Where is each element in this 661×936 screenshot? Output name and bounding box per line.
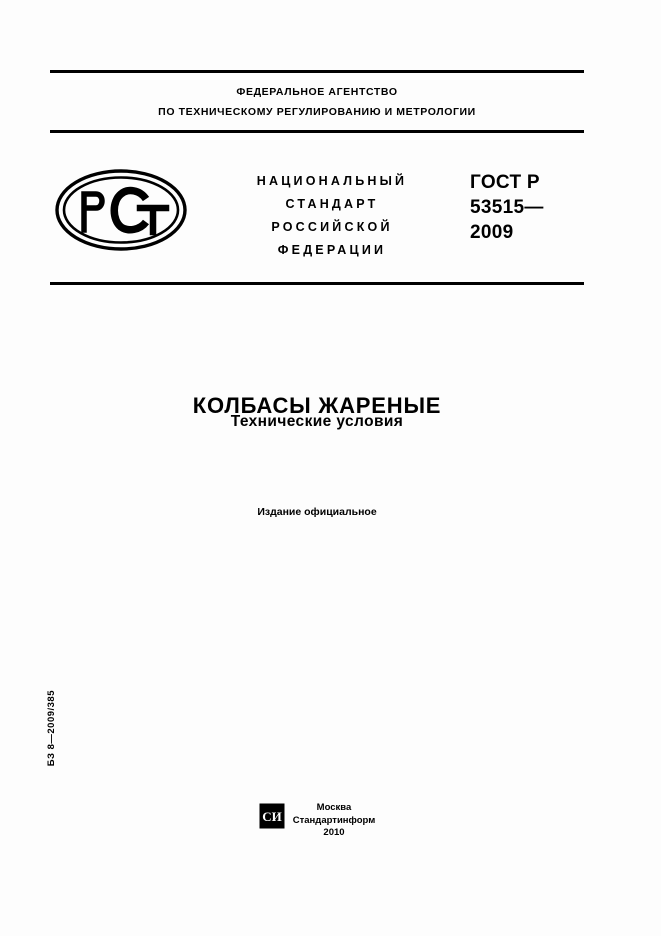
standard-label bbox=[208, 170, 456, 262]
agency-line-1: ФЕДЕРАЛЬНОЕ АГЕНТСТВО bbox=[236, 86, 398, 98]
publisher-city: Москва bbox=[316, 802, 352, 813]
header-rule-middle bbox=[50, 130, 584, 133]
standard-label-line-4: ФЕДЕРАЦИИ bbox=[277, 243, 387, 257]
header-rule-top bbox=[50, 70, 584, 73]
gost-r-emblem-icon bbox=[54, 168, 188, 252]
page-title: КОЛБАСЫ ЖАРЕНЫЕ bbox=[192, 393, 442, 418]
header-rule-bottom bbox=[50, 282, 584, 285]
publisher-text bbox=[293, 800, 375, 840]
designation-line-3: 2009 bbox=[470, 222, 514, 243]
svg-text:СИ: СИ bbox=[262, 809, 282, 824]
agency-line-2: ПО ТЕХНИЧЕСКОМУ РЕГУЛИРОВАНИЮ И МЕТРОЛОГИИ bbox=[158, 106, 476, 118]
standard-label-line-2: СТАНДАРТ bbox=[285, 197, 379, 211]
designation-line-2: 53515— bbox=[470, 197, 544, 218]
side-registration-code: БЗ 8—2009/385 bbox=[46, 690, 57, 767]
designation-line-1: ГОСТ Р bbox=[470, 172, 540, 193]
standard-label-line-3: РОССИЙСКОЙ bbox=[271, 220, 393, 234]
publisher-year: 2010 bbox=[323, 827, 345, 838]
standard-label-line-1: НАЦИОНАЛЬНЫЙ bbox=[256, 174, 408, 188]
publisher-name: Стандартинформ bbox=[292, 814, 376, 826]
publisher-block bbox=[50, 800, 584, 840]
edition-note: Издание официальное bbox=[257, 506, 377, 518]
standard-designation bbox=[470, 170, 630, 245]
agency-block bbox=[50, 82, 584, 122]
page-subtitle: Технические условия bbox=[230, 413, 404, 430]
standartinform-logo-icon bbox=[259, 803, 285, 829]
